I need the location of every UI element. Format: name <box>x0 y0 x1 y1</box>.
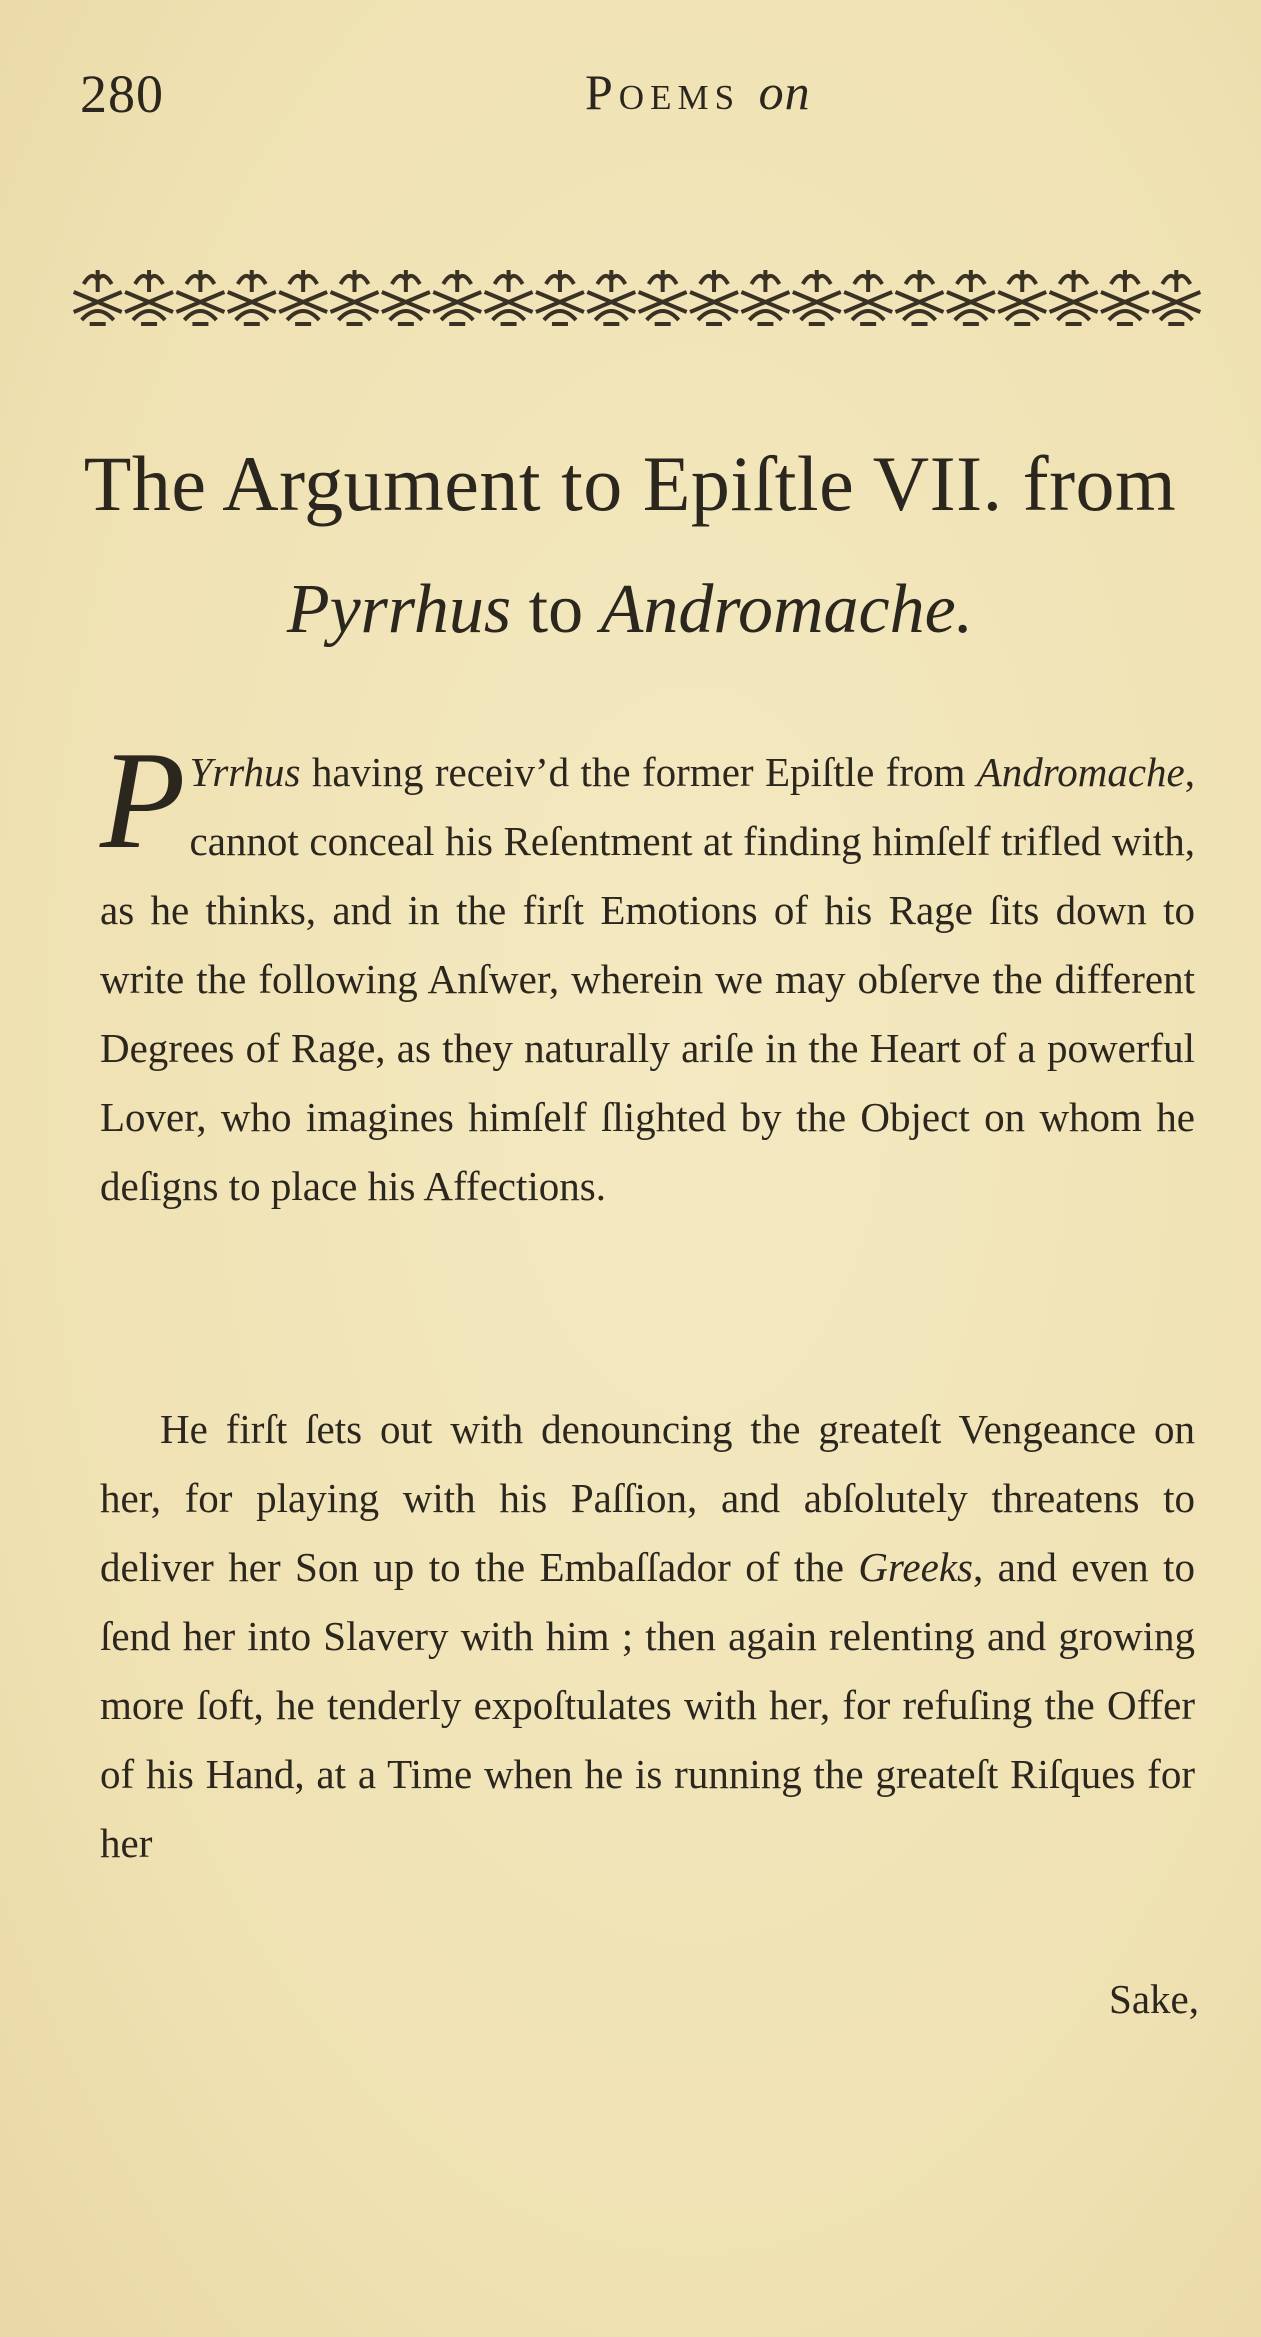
ornament-unit <box>485 270 533 324</box>
running-head-italic: on <box>758 64 811 120</box>
ornament-band <box>72 262 1202 332</box>
subtitle-name-pyrrhus: Pyrrhus <box>286 571 512 648</box>
ornament-unit <box>690 270 738 324</box>
page-header <box>80 55 1180 125</box>
ornament-unit <box>587 270 635 324</box>
ornament-unit <box>741 270 789 324</box>
catchword: Sake, <box>1109 1976 1199 2022</box>
ornament-icon <box>72 262 1202 332</box>
ornament-unit <box>74 270 122 324</box>
ornament-unit <box>536 270 584 324</box>
page-title: The Argument to Epiſtle VII. from <box>83 440 1177 527</box>
lead-italic: Yrrhus <box>189 749 301 795</box>
running-head <box>585 63 811 121</box>
paragraph-2-text-a: He firſt ſets out with denouncing the greateſt Vengeance on her, for playing with his Paſſion, and abſolutely threatens to deliver her Son up to the Embaſſador of the <box>100 1406 1195 1590</box>
paragraph-1 <box>100 723 1195 1221</box>
ornament-unit <box>1152 270 1200 324</box>
subtitle-name-andromache: Andromache. <box>600 571 974 648</box>
ornament-unit <box>331 270 379 324</box>
paragraph-1-text-b: , cannot conceal his Reſentment at finding himſelf trifled with, as he thinks, and in the firſt Emotions of his Rage ſits down to write the following Anſwer, wherein we may obſerve the different Degrees of Rage, as they naturally ariſe in the Heart of a powerful Lover, who imagines himſelf ſlighted by the Object on whom he deſigns to place his Affections. <box>100 749 1195 1209</box>
page-number: 280 <box>80 64 164 124</box>
ornament-unit <box>639 270 687 324</box>
ornament-unit <box>1050 270 1098 324</box>
ornament-unit <box>896 270 944 324</box>
ornament-unit <box>1101 270 1149 324</box>
ornament-unit <box>176 270 224 324</box>
drop-cap: P <box>100 723 186 878</box>
ornament-unit <box>947 270 995 324</box>
ornament-unit <box>279 270 327 324</box>
paragraph-2 <box>100 1395 1195 1878</box>
paragraph-2-italic-a: Greeks <box>858 1544 973 1590</box>
ornament-unit <box>125 270 173 324</box>
ornament-unit <box>228 270 276 324</box>
ornament-unit <box>998 270 1046 324</box>
paragraph-1-italic-a: Andromache <box>976 749 1185 795</box>
ornament-unit <box>433 270 481 324</box>
running-head-title: Poems <box>585 64 741 120</box>
subtitle-to: to <box>528 571 584 648</box>
ornament-unit <box>844 270 892 324</box>
ornament-unit <box>382 270 430 324</box>
paragraph-1-text-a: having receiv’d the former Epiſtle from <box>300 749 977 795</box>
ornament-unit <box>793 270 841 324</box>
page-subtitle <box>60 571 1200 648</box>
paragraph-2-text-b: , and even to ſend her into Slavery with him ; then again relenting and growing more ſoft, he tenderly expoſtulates with her, for refuſing the Offer of his Hand, at a Time when he is running the greateſt Riſques for her <box>100 1544 1196 1866</box>
